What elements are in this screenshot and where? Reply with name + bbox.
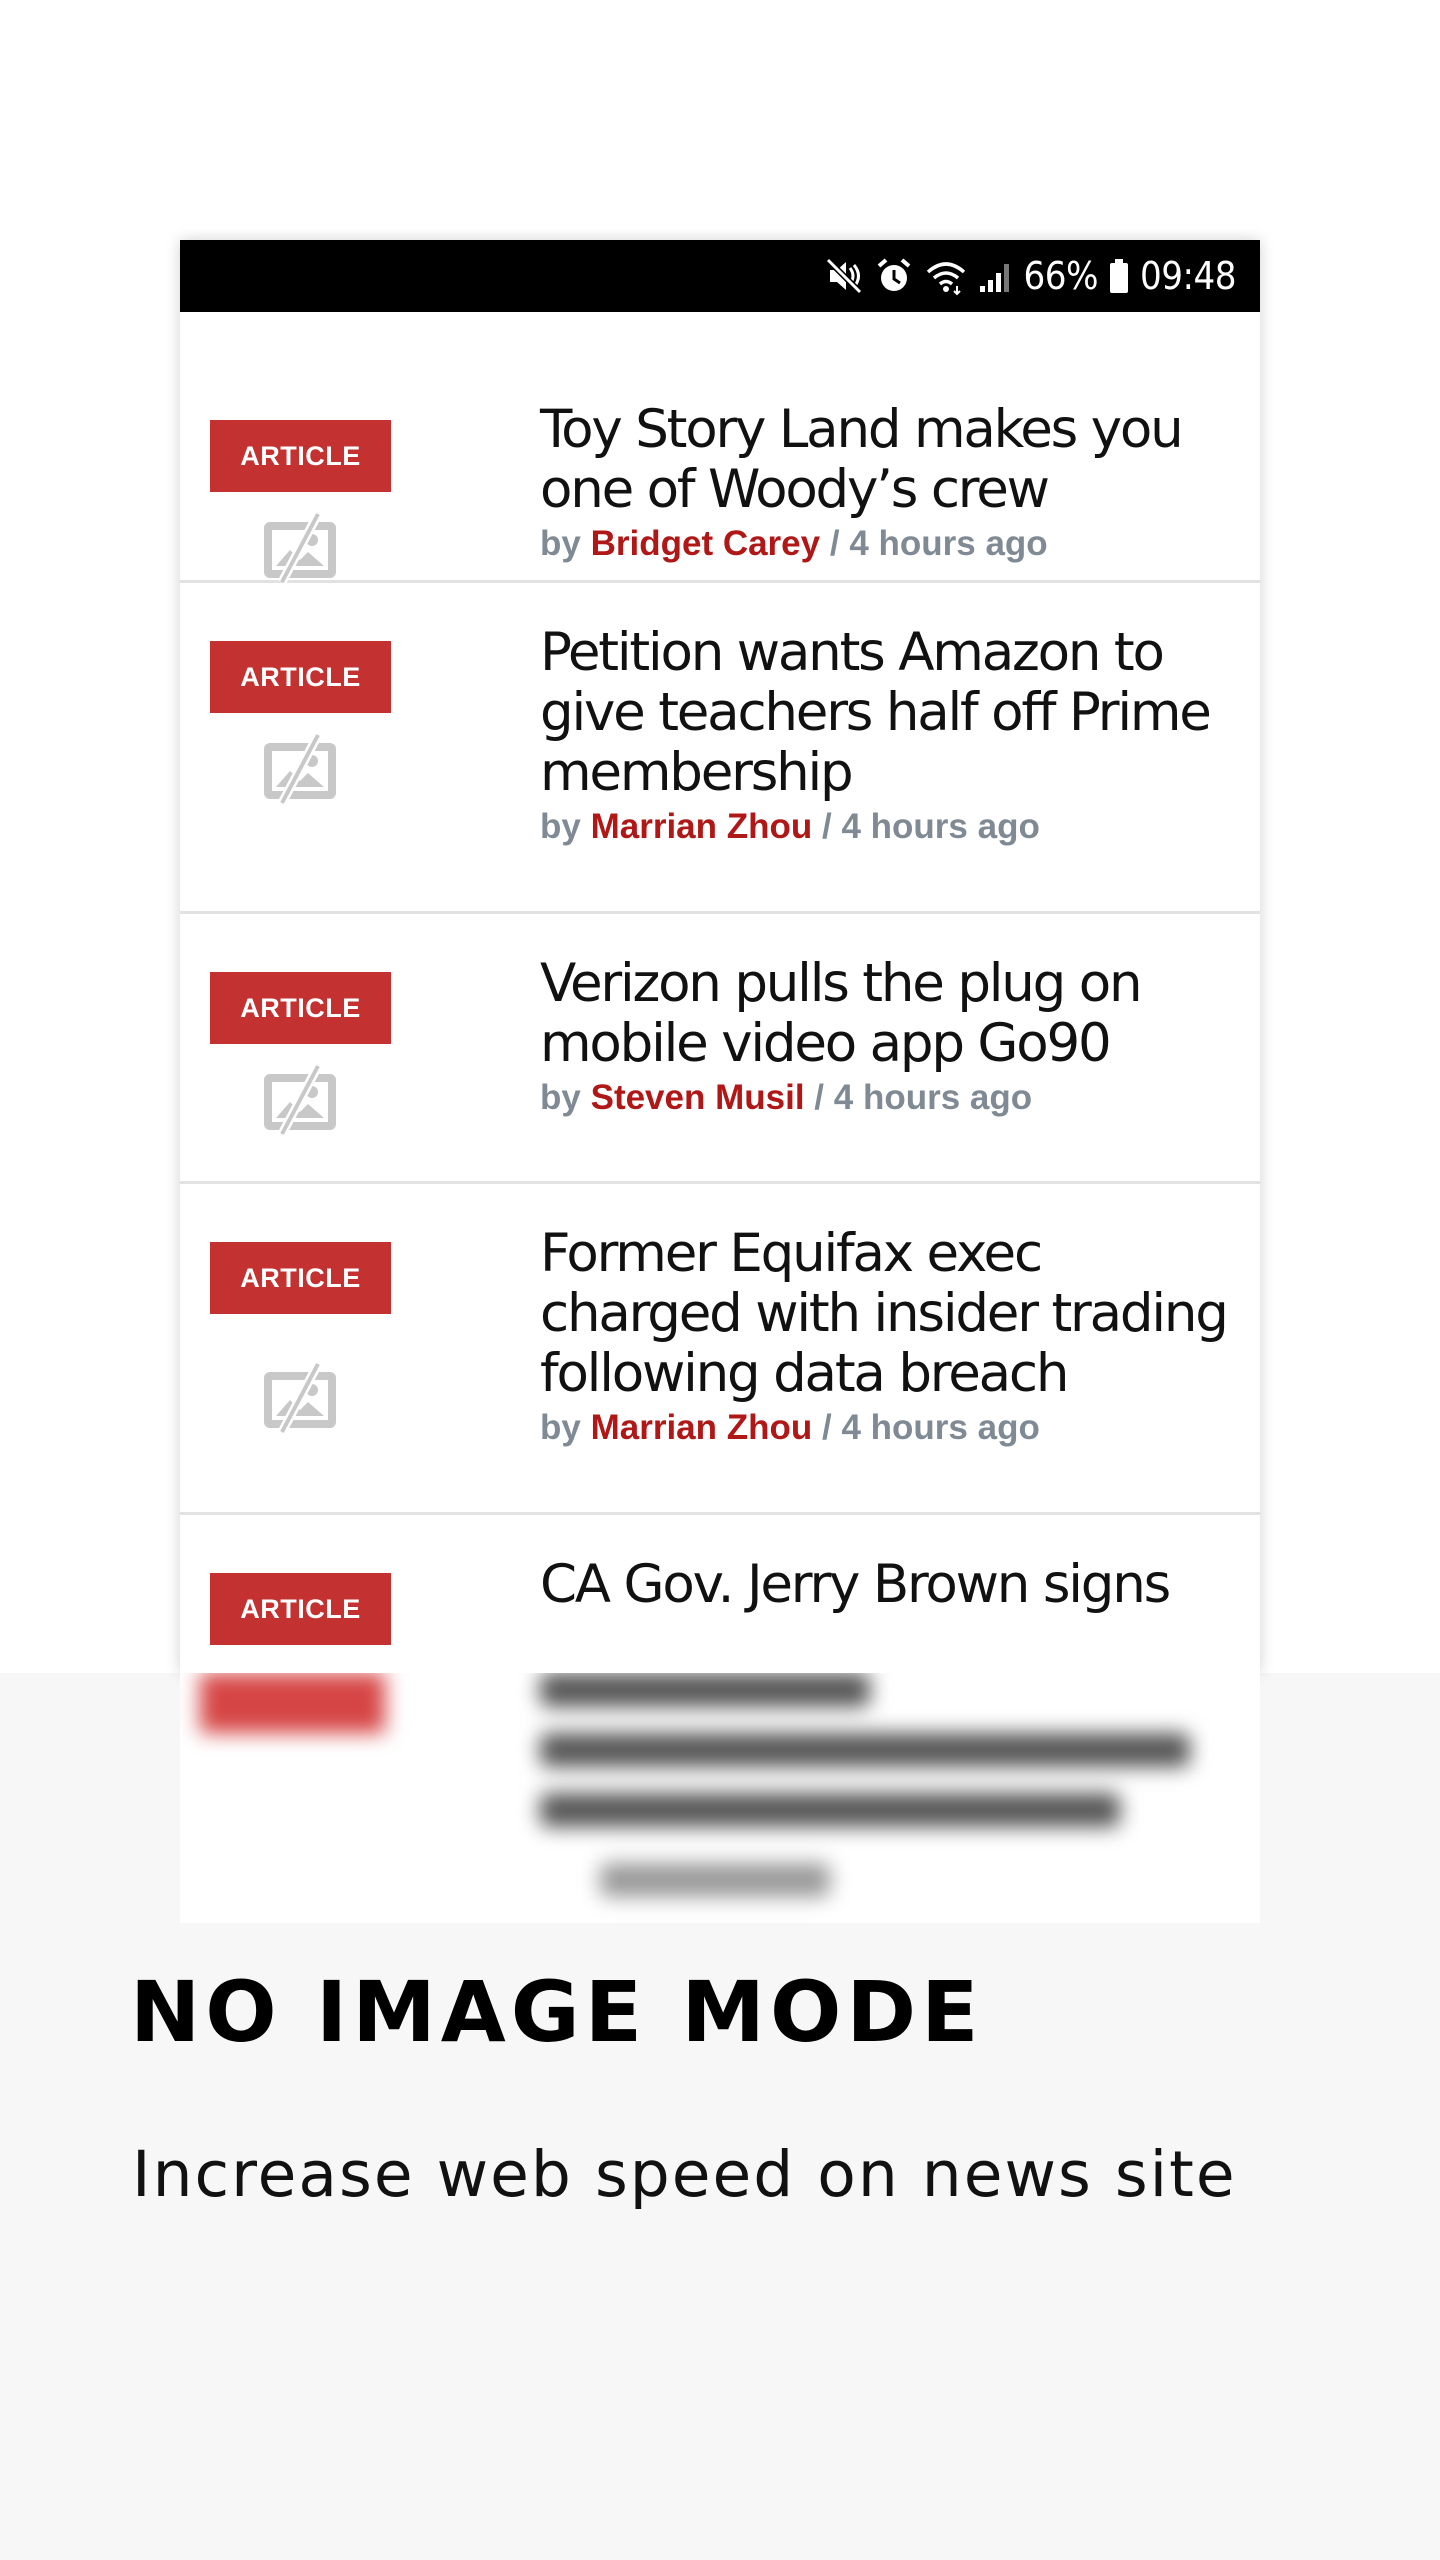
article-time: 4 hours ago <box>833 1078 1033 1117</box>
no-image-icon <box>260 1064 340 1136</box>
blurred-badge <box>200 1673 385 1733</box>
caption-subtitle: Increase web speed on news site <box>132 2138 1237 2211</box>
phone-screen <box>180 240 1260 1673</box>
status-icons <box>824 240 1237 312</box>
article-author[interactable]: Marrian Zhou <box>590 1408 813 1447</box>
battery-percent: 66% <box>1023 254 1098 298</box>
meta-separator: / <box>822 807 832 846</box>
article-title[interactable]: Verizon pulls the plug on mobile video app Go90 <box>540 953 1141 1074</box>
article-badge: ARTICLE <box>210 420 391 492</box>
no-image-icon <box>260 1362 340 1434</box>
article-list <box>180 312 1260 1673</box>
blurred-line <box>540 1793 1120 1827</box>
article-text <box>540 400 1240 566</box>
article-text <box>540 1555 1240 1615</box>
battery-icon <box>1108 256 1130 296</box>
caption-title: NO IMAGE MODE <box>130 1963 984 2061</box>
by-label: by <box>540 807 581 846</box>
status-bar <box>180 240 1260 312</box>
blurred-content <box>180 1673 1260 1923</box>
no-image-icon <box>260 733 340 805</box>
article-title[interactable]: CA Gov. Jerry Brown signs <box>540 1554 1170 1615</box>
article-text <box>540 623 1240 849</box>
article-badge: ARTICLE <box>210 1573 391 1645</box>
list-item[interactable] <box>180 914 1260 1184</box>
by-label: by <box>540 1078 581 1117</box>
article-badge: ARTICLE <box>210 1242 391 1314</box>
blurred-line <box>540 1673 870 1707</box>
meta-separator: / <box>829 524 840 563</box>
no-image-icon <box>260 512 340 584</box>
meta-separator: / <box>822 1408 832 1447</box>
article-text <box>540 1224 1240 1450</box>
article-meta <box>540 1076 1240 1120</box>
by-label: by <box>540 1408 581 1447</box>
list-item[interactable] <box>180 1515 1260 1673</box>
mute-icon <box>824 256 864 296</box>
article-meta <box>540 1406 1240 1450</box>
meta-separator: / <box>814 1078 825 1117</box>
list-item[interactable] <box>180 312 1260 583</box>
article-text <box>540 954 1240 1120</box>
list-item[interactable] <box>180 1184 1260 1515</box>
article-time: 4 hours ago <box>841 1408 1040 1447</box>
list-item[interactable] <box>180 583 1260 914</box>
article-time: 4 hours ago <box>849 524 1048 563</box>
article-author[interactable]: Steven Musil <box>590 1078 805 1117</box>
article-author[interactable]: Bridget Carey <box>590 524 821 563</box>
blurred-line <box>600 1863 830 1897</box>
article-author[interactable]: Marrian Zhou <box>590 807 813 846</box>
article-meta <box>540 522 1240 566</box>
blurred-article <box>180 1673 1260 1923</box>
wifi-icon <box>924 256 968 296</box>
article-title[interactable]: Former Equifax exec charged with insider trading following data breach <box>540 1223 1227 1404</box>
article-meta <box>540 805 1240 849</box>
alarm-icon <box>874 256 914 296</box>
blurred-line <box>540 1733 1190 1767</box>
article-badge: ARTICLE <box>210 972 391 1044</box>
article-title[interactable]: Petition wants Amazon to give teachers half off Prime membership <box>540 622 1210 803</box>
by-label: by <box>540 524 581 563</box>
signal-icon <box>978 256 1014 296</box>
status-time: 09:48 <box>1139 254 1236 298</box>
article-time: 4 hours ago <box>841 807 1040 846</box>
article-badge: ARTICLE <box>210 641 391 713</box>
article-title[interactable]: Toy Story Land makes you one of Woody’s crew <box>540 399 1182 520</box>
